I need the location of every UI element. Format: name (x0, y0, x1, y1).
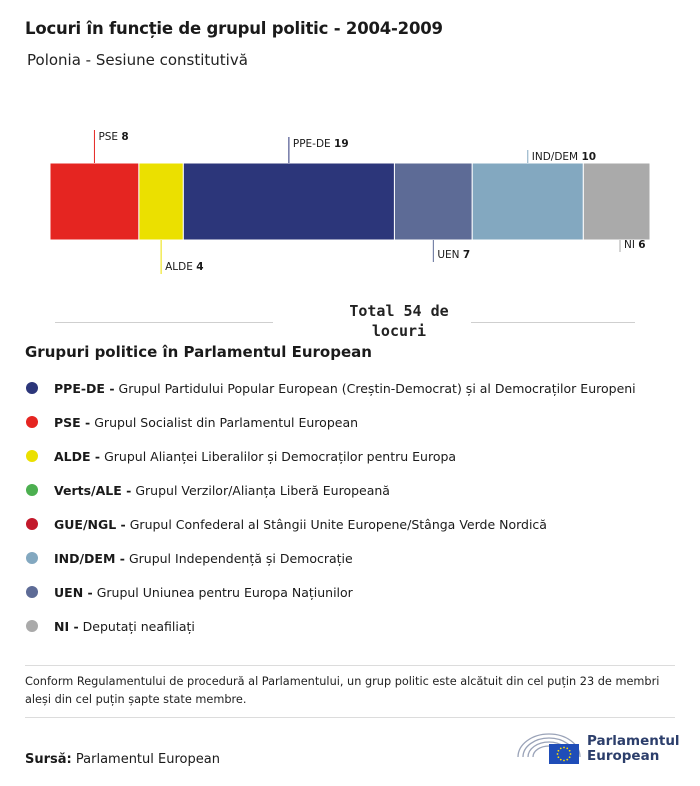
legend-text: Grupul Partidului Popular European (Creștin-Democrat) și al Democraților Europeni (118, 380, 636, 396)
legend-swatch (26, 416, 38, 428)
bar-label-value: 6 (638, 239, 646, 251)
page-subtitle: Polonia - Sesiune constitutivă (27, 51, 248, 69)
eu-star-icon (557, 753, 559, 755)
bar-segment-alde (139, 163, 183, 240)
eu-star-icon (569, 750, 571, 752)
legend-item (25, 439, 636, 473)
legend-text: Grupul Verzilor/Alianța Liberă Europeană (135, 482, 390, 498)
legend-text: Grupul Confederal al Stângii Unite Europene/Stânga Verde Nordică (129, 516, 547, 532)
legend-text: Deputați neafiliați (82, 618, 195, 634)
total-seats (55, 300, 635, 344)
bar-label (165, 261, 203, 273)
legend-abbr: ALDE - (54, 448, 101, 464)
eu-star-icon (563, 760, 565, 762)
legend-item (25, 371, 636, 405)
legend-swatch (26, 450, 38, 462)
legend-abbr: PPE-DE - (54, 380, 115, 396)
logo-line: Parlamentul (587, 733, 680, 749)
bar-label-category: IND/DEM (531, 151, 582, 163)
eu-star-icon (570, 753, 572, 755)
eu-star-icon (569, 756, 571, 758)
legend-title: Grupuri politice în Parlamentul European (25, 343, 372, 361)
parliament-logo (515, 727, 680, 771)
legend-abbr: NI - (54, 618, 79, 634)
legend-list (25, 371, 636, 643)
legend-swatch (26, 518, 38, 530)
bar-label-value: 19 (334, 138, 349, 150)
bar-label-value: 10 (581, 151, 597, 163)
legend-swatch (26, 620, 38, 632)
logo-line: European (587, 748, 660, 764)
eu-star-icon (560, 759, 562, 761)
legend-text: Grupul Alianței Liberalilor și Democraților pentru Europa (104, 448, 457, 464)
legend-item (25, 507, 636, 541)
total-divider-left (55, 322, 273, 323)
bar-label (437, 249, 470, 261)
divider (25, 665, 675, 666)
bar-label-value: 7 (462, 249, 471, 261)
bar-label-category: PPE-DE (292, 138, 335, 150)
source (25, 752, 220, 767)
legend-abbr: GUE/NGL - (54, 516, 126, 532)
eu-star-icon (560, 747, 562, 749)
divider (25, 717, 675, 718)
eu-star-icon (566, 759, 568, 761)
bar-segment-ppe-de (183, 163, 394, 240)
bar-label-value: 8 (121, 131, 129, 143)
legend-text: Grupul Independență și Democrație (128, 550, 353, 566)
bar-label (624, 239, 646, 251)
source-label: Sursă: (25, 752, 72, 767)
legend-item (25, 609, 636, 643)
hemicycle-icon (515, 727, 583, 771)
bar-label (293, 138, 349, 150)
legend-abbr: Verts/ALE - (54, 482, 132, 498)
legend-swatch (26, 484, 38, 496)
eu-star-icon (557, 750, 559, 752)
legend-abbr: PSE - (54, 414, 91, 430)
source-value: Parlamentul European (75, 752, 220, 767)
bar-segment-uen (394, 163, 472, 240)
eu-star-icon (566, 747, 568, 749)
eu-star-icon (557, 756, 559, 758)
bar-label-category: UEN (437, 249, 463, 261)
bar-label (532, 151, 596, 163)
eu-star-icon (563, 747, 565, 749)
legend-item (25, 575, 636, 609)
bar-label-category: NI (624, 239, 639, 251)
legend-text: Grupul Uniunea pentru Europa Națiunilor (96, 584, 353, 600)
legend-text: Grupul Socialist din Parlamentul European (94, 414, 359, 430)
footnote: Conform Regulamentului de procedură al Parlamentului, un grup politic este alcătuit din cel puțin 23 de membri aleși din cel puțin șapte state membre. (25, 675, 660, 706)
total-seats-label: Total 54 de locuri (327, 301, 471, 341)
bar-label-category: PSE (98, 131, 122, 143)
parliament-logo-text (587, 734, 680, 764)
legend-item (25, 541, 636, 575)
bar-label-value: 4 (196, 261, 204, 273)
stacked-seat-bar-chart (0, 120, 700, 290)
legend-swatch (26, 382, 38, 394)
page-title: Locuri în funcție de grupul politic - 2004-2009 (25, 19, 443, 38)
bar-segment-ni (583, 163, 650, 240)
bar-segment-ind-dem (472, 163, 583, 240)
bar-segment-pse (50, 163, 139, 240)
bar-label-category: ALDE (165, 261, 197, 273)
bar-label (98, 131, 128, 143)
legend-swatch (26, 552, 38, 564)
legend-item (25, 473, 636, 507)
legend-item (25, 405, 636, 439)
legend-abbr: UEN - (54, 584, 93, 600)
legend-swatch (26, 586, 38, 598)
legend-abbr: IND/DEM - (54, 550, 125, 566)
